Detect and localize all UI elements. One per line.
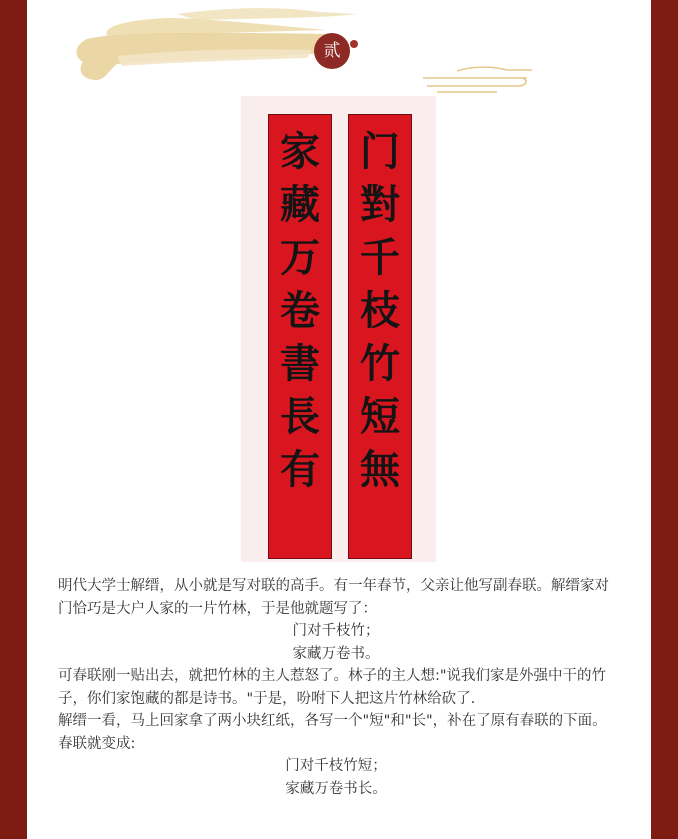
couplet-char: 门	[360, 128, 400, 175]
left-couplet-text	[269, 125, 331, 496]
right-couplet-text	[349, 125, 411, 496]
couplet-char: 竹	[360, 340, 400, 387]
right-couplet-scroll	[348, 114, 412, 559]
gold-wave-lines-icon	[423, 67, 532, 92]
verse-line: 家藏万卷书。	[292, 645, 380, 662]
paragraph: 解缙一看，马上回家拿了两小块红纸，各写一个"短"和"长"，补在了原有春联的下面。春联就变成:	[58, 713, 607, 752]
section-number-badge: 贰	[314, 33, 350, 69]
verse-line: 家藏万卷书长。	[285, 780, 387, 797]
couplet-char: 藏	[280, 181, 320, 228]
left-couplet-scroll	[268, 114, 332, 559]
couplet-char: 對	[360, 181, 400, 228]
right-border	[651, 0, 678, 839]
verse-line: 门对千枝竹；	[292, 623, 380, 639]
couplet-char: 有	[280, 446, 320, 493]
couplet-char: 枝	[360, 287, 400, 334]
seal-splash-icon	[350, 40, 358, 48]
paragraph: 可春联刚一贴出去，就把竹林的主人惹怒了。林子的主人想:"说我们家是外强中干的竹子，你们家饱藏的都是诗书。"于是，吩咐下人把这片竹林给砍了.	[58, 668, 607, 707]
article-body	[58, 575, 614, 800]
paragraph: 明代大学士解缙，从小就是写对联的高手。有一年春节，父亲让他写副春联。解缙家对门恰巧是大户人家的一片竹林，于是他就题写了：	[58, 578, 609, 617]
couplet-char: 卷	[280, 287, 320, 334]
couplet-char: 万	[280, 234, 320, 281]
couplet-char: 書	[280, 340, 320, 387]
left-border	[0, 0, 27, 839]
verse-line: 门对千枝竹短；	[285, 758, 387, 774]
couplet-char: 千	[360, 234, 400, 281]
couplet-char: 長	[280, 393, 320, 440]
couplet-char: 短	[360, 393, 400, 440]
couplet-char: 無	[360, 446, 400, 493]
couplet-char: 家	[280, 128, 320, 175]
